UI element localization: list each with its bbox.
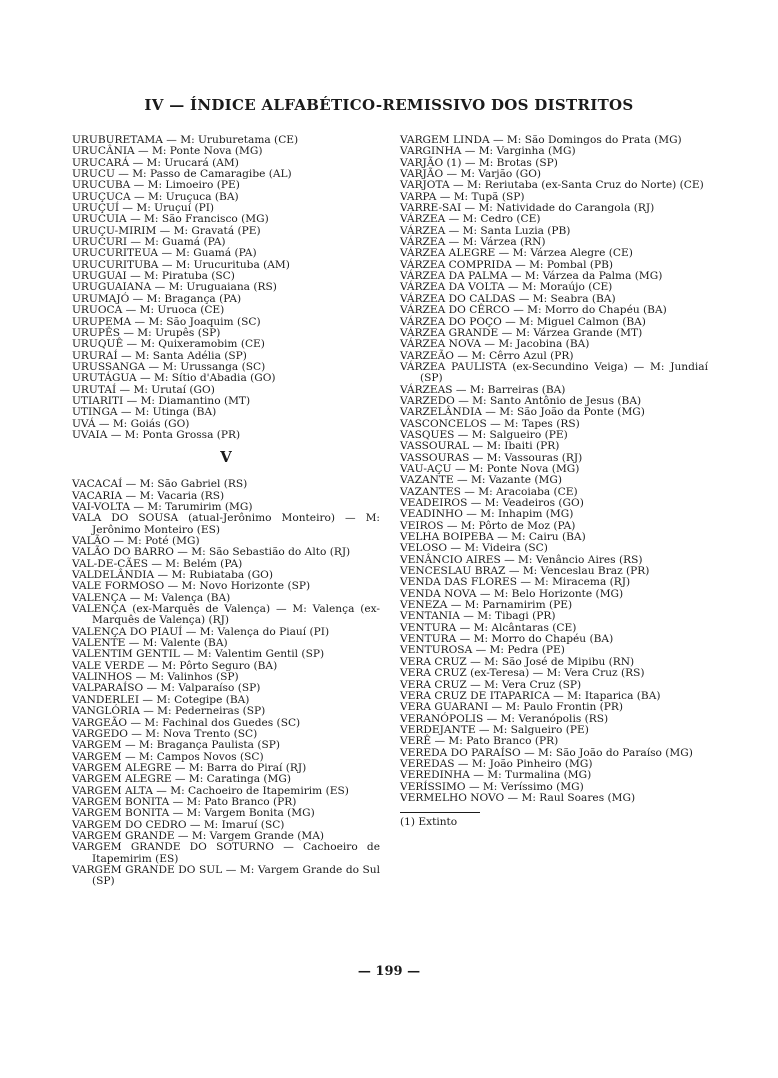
index-entry: VERA CRUZ (ex-Teresa) — M: Vera Cruz (RS) — [400, 667, 645, 680]
index-entry: VALENÇA DO PIAUÍ — M: Valença do Piauí (PI) — [72, 625, 330, 638]
index-entry: URUGUAI — M: Piratuba (SC) — [72, 270, 235, 283]
index-entry: VALDELÂNDIA — M: Rubiataba (GO) — [72, 569, 273, 582]
index-entry: URUPÊS — M: Urupês (SP) — [72, 326, 221, 339]
index-entry: VARZELÂNDIA — M: São João da Ponte (MG) — [400, 406, 645, 419]
index-entry: VERÍSSIMO — M: Veríssimo (MG) — [400, 780, 584, 793]
index-entry: VENTUROSA — M: Pedra (PE) — [400, 644, 565, 657]
index-entry: URUCURI — M: Guamá (PA) — [72, 236, 226, 249]
index-entry: VAZANTE — M: Vazante (MG) — [400, 474, 562, 487]
index-entry: VARGEM ALEGRE — M: Caratinga (MG) — [72, 773, 291, 786]
index-entry: VÁRZEAS — M: Barreiras (BA) — [400, 383, 566, 396]
index-entry: VEREDINHA — M: Turmalina (MG) — [400, 769, 592, 782]
index-entry: UTINGA — M: Utinga (BA) — [72, 406, 217, 419]
index-entry: VAL-DE-CÃES — M: Belém (PA) — [72, 557, 243, 570]
index-entry: VÁRZEA NOVA — M: Jacobina (BA) — [400, 338, 590, 351]
index-entry: VALENÇA — M: Valença (BA) — [72, 591, 231, 604]
index-entry: VARGEM — M: Bragança Paulista (SP) — [72, 739, 281, 752]
index-entry: VERA CRUZ — M: São José de Mipibu (RN) — [400, 655, 635, 668]
index-entry: VÁRZEA — M: Várzea (RN) — [400, 236, 546, 249]
index-entry: VENDA DAS FLORES — M: Miracema (RJ) — [400, 576, 631, 589]
page-title: IV — ÍNDICE ALFABÉTICO-REMISSIVO DOS DISTRITOS — [144, 96, 634, 114]
index-entry: VALE FORMOSO — M: Novo Horizonte (SP) — [72, 580, 311, 593]
index-entry: VARGEM LINDA — M: São Domingos do Prata (MG) — [400, 134, 682, 146]
index-entry: URUMAJÓ — M: Bragança (PA) — [72, 292, 242, 305]
index-entry: VARJÃO (1) — M: Brotas (SP) — [400, 156, 558, 169]
index-entry: VARGEM BONITA — M: Pato Branco (PR) — [72, 795, 297, 808]
index-entry: URUCARÁ — M: Urucará (AM) — [72, 156, 239, 169]
index-entry: VARZEDO — M: Santo Antônio de Jesus (BA) — [400, 394, 642, 407]
index-entry: URUCURITEUA — M: Guamá (PA) — [72, 247, 257, 260]
index-entry: URUTAÍ — M: Urutaí (GO) — [72, 383, 215, 396]
index-entry: VÁRZEA DO CALDAS — M: Seabra (BA) — [400, 292, 616, 305]
index-entry: VEREDA DO PARAÍSO — M: São João do Paraíso (MG) — [400, 746, 693, 759]
index-entry: VARGEÃO — M: Fachinal dos Guedes (SC) — [72, 716, 301, 729]
index-entry: VERÊ — M: Pato Branco (PR) — [400, 735, 559, 748]
index-entry: VEIROS — M: Pôrto de Moz (PA) — [400, 519, 576, 532]
index-entry: VARGEM ALTA — M: Cachoeiro de Itapemirim (ES) — [72, 784, 349, 797]
index-entry: UVÁ — M: Goiás (GO) — [72, 417, 190, 430]
index-entry: VALÃO — M: Poté (MG) — [72, 535, 200, 547]
entry-list-right — [400, 135, 708, 804]
left-column — [72, 135, 380, 888]
index-entry: UVAIA — M: Ponta Grossa (PR) — [72, 428, 241, 441]
index-entry: URUGUAIANA — M: Uruguaiana (RS) — [72, 281, 277, 294]
index-entry: VANDERLEI — M: Cotegipe (BA) — [72, 693, 250, 706]
index-entry: URUÇUCA — M: Uruçuca (BA) — [72, 190, 239, 203]
index-entry: VEREDAS — M: João Pinheiro (MG) — [400, 757, 593, 770]
index-entry: URUPEMA — M: São Joaquim (SC) — [72, 315, 261, 328]
index-entry: VARJOTA — M: Reriutaba (ex-Santa Cruz do Norte) (CE) — [400, 179, 704, 192]
index-entry: VARGEM ALEGRE — M: Barra do Piraí (RJ) — [72, 761, 307, 774]
index-entry: VALE VERDE — M: Pôrto Seguro (BA) — [72, 659, 278, 672]
index-entry: VÁRZEA COMPRIDA — M: Pombal (PB) — [400, 258, 614, 271]
entry-list-v — [72, 479, 380, 887]
index-entry: VARGEM GRANDE DO SOTURNO — Cachoeiro de Itapemirim (ES) — [72, 841, 380, 865]
index-entry: VASQUES — M: Salgueiro (PE) — [400, 428, 568, 441]
footnote-rule — [400, 812, 480, 813]
index-entry: VALINHOS — M: Valinhos (SP) — [72, 671, 239, 684]
index-entry: VALENTE — M: Valente (BA) — [72, 637, 228, 650]
index-entry: URUÇU-MIRIM — M: Gravatá (PE) — [72, 224, 261, 237]
index-entry: VENTURA — M: Morro do Chapéu (BA) — [400, 633, 614, 646]
index-entry: VERA CRUZ DE ITAPARICA — M: Itaparica (BA) — [400, 689, 661, 702]
index-entry: VÁRZEA DO POÇO — M: Miguel Calmon (BA) — [400, 315, 646, 328]
entry-list-u — [72, 135, 380, 441]
index-entry: UTIARITI — M: Diamantino (MT) — [72, 394, 251, 407]
index-entry: VALA DO SOUSA (atual-Jerônimo Monteiro) — M: Jerônimo Monteiro (ES) — [72, 512, 380, 536]
index-entry: VARGEM GRANDE — M: Vargem Grande (MA) — [72, 829, 325, 842]
index-entry: VARJÃO — M: Varjão (GO) — [400, 168, 542, 181]
index-entry: VENCESLAU BRAZ — M: Venceslau Braz (PR) — [400, 565, 650, 578]
index-entry: VÁRZEA — M: Cedro (CE) — [400, 213, 541, 226]
index-entry: URURAÍ — M: Santa Adélia (SP) — [72, 349, 247, 362]
index-entry: VÁRZEA PAULISTA (ex-Secundino Veiga) — M: Jundiaí (SP) — [400, 360, 708, 385]
index-entry: VÁRZEA DA PALMA — M: Várzea da Palma (MG) — [400, 270, 663, 283]
index-entry: URUCURITUBA — M: Urucurituba (AM) — [72, 258, 290, 271]
index-entry: VERANÓPOLIS — M: Veranópolis (RS) — [400, 712, 609, 725]
index-entry: VALPARAÍSO — M: Valparaíso (SP) — [72, 682, 261, 695]
index-entry: URUCÂNIA — M: Ponte Nova (MG) — [72, 145, 263, 158]
index-entry: VALENTIM GENTIL — M: Valentim Gentil (SP) — [72, 648, 325, 661]
index-entry: VACACAÍ — M: São Gabriel (RS) — [72, 478, 248, 491]
index-entry: VARGEM GRANDE DO SUL — M: Vargem Grande do Sul (SP) — [72, 863, 380, 888]
index-entry: URUSSANGA — M: Urussanga (SC) — [72, 360, 266, 373]
index-entry: VARGEM — M: Campos Novos (SC) — [72, 750, 264, 763]
index-entry: VÁRZEA — M: Santa Luzia (PB) — [400, 224, 571, 237]
index-entry: VÁRZEA GRANDE — M: Várzea Grande (MT) — [400, 326, 643, 339]
index-entry: VENTURA — M: Alcântaras (CE) — [400, 621, 577, 634]
index-entry: VAI-VOLTA — M: Tarumirim (MG) — [72, 500, 253, 513]
index-entry: VARGINHA — M: Varginha (MG) — [400, 145, 576, 158]
index-entry: VACARIA — M: Vacaria (RS) — [72, 489, 225, 502]
index-entry: VARGEM BONITA — M: Vargem Bonita (MG) — [72, 807, 315, 820]
index-entry: VENÂNCIO AIRES — M: Venâncio Aires (RS) — [400, 553, 643, 566]
index-entry: VANGLÓRIA — M: Pederneiras (SP) — [72, 705, 266, 718]
index-entry: VARGEDO — M: Nova Trento (SC) — [72, 727, 258, 740]
index-entry: VENDA NOVA — M: Belo Horizonte (MG) — [400, 587, 624, 600]
index-entry: VELHA BOIPEBA — M: Cairu (BA) — [400, 531, 586, 544]
index-entry: URUQUÊ — M: Quixeramobim (CE) — [72, 338, 265, 351]
footnote: (1) Extinto — [400, 816, 458, 829]
index-entry: VASCONCELOS — M: Tapes (RS) — [400, 417, 580, 430]
index-entry: URUCUBA — M: Limoeiro (PE) — [72, 179, 240, 192]
index-entry: VAZANTES — M: Aracoiaba (CE) — [400, 485, 578, 498]
index-entry: VENTANIA — M: Tibagi (PR) — [400, 610, 556, 623]
index-entry: VÁRZEA ALEGRE — M: Várzea Alegre (CE) — [400, 247, 633, 260]
index-entry: URUOCA — M: Uruoca (CE) — [72, 304, 225, 317]
index-entry: VALÃO DO BARRO — M: São Sebastião do Alto (RJ) — [72, 546, 351, 559]
index-entry: URUCU — M: Passo de Camaragibe (AL) — [72, 168, 292, 181]
index-entry: VARZEÃO — M: Cêrro Azul (PR) — [400, 349, 574, 362]
index-entry: VELOSO — M: Videira (SC) — [400, 542, 548, 555]
index-entry: VASSOURAS — M: Vassouras (RJ) — [400, 451, 583, 464]
index-entry: URUCUIA — M: São Francisco (MG) — [72, 213, 269, 226]
index-entry: VEADINHO — M: Inhapim (MG) — [400, 508, 574, 521]
right-column — [400, 135, 708, 829]
index-entry: VERA GUARANI — M: Paulo Frontin (PR) — [400, 701, 624, 714]
index-entry: VALENÇA (ex-Marquês de Valença) — M: Valença (ex-Marquês de Valença) (RJ) — [72, 603, 380, 627]
index-entry: URUBURETAMA — M: Uruburetama (CE) — [72, 134, 299, 146]
index-entry: VERA CRUZ — M: Vera Cruz (SP) — [400, 678, 582, 691]
index-entry: VÁRZEA DA VOLTA — M: Moraújo (CE) — [400, 281, 613, 294]
index-entry: VARPA — M: Tupã (SP) — [400, 190, 525, 203]
index-entry: VARRE-SAI — M: Natividade do Carangola (RJ) — [400, 202, 655, 215]
index-entry: VERDEJANTE — M: Salgueiro (PE) — [400, 723, 589, 736]
index-entry: VENEZA — M: Parnamirim (PE) — [400, 599, 573, 612]
index-entry: URUTÁGUA — M: Sítio d'Abadia (GO) — [72, 372, 276, 385]
index-entry: VEADEIROS — M: Veadeiros (GO) — [400, 497, 584, 509]
index-entry: VÁRZEA DO CÊRCO — M: Morro do Chapéu (BA) — [400, 304, 667, 317]
index-entry: VAU-AÇU — M: Ponte Nova (MG) — [400, 462, 580, 475]
section-letter: V — [220, 448, 232, 467]
index-entry: URUÇUÍ — M: Uruçuí (PI) — [72, 202, 215, 215]
index-entry: VASSOURAL — M: Ibaiti (PR) — [400, 440, 560, 453]
index-entry: VERMELHO NOVO — M: Raul Soares (MG) — [400, 791, 636, 804]
page-number: — 199 — — [357, 964, 421, 979]
index-entry: VARGEM DO CEDRO — M: Imaruí (SC) — [72, 818, 285, 831]
